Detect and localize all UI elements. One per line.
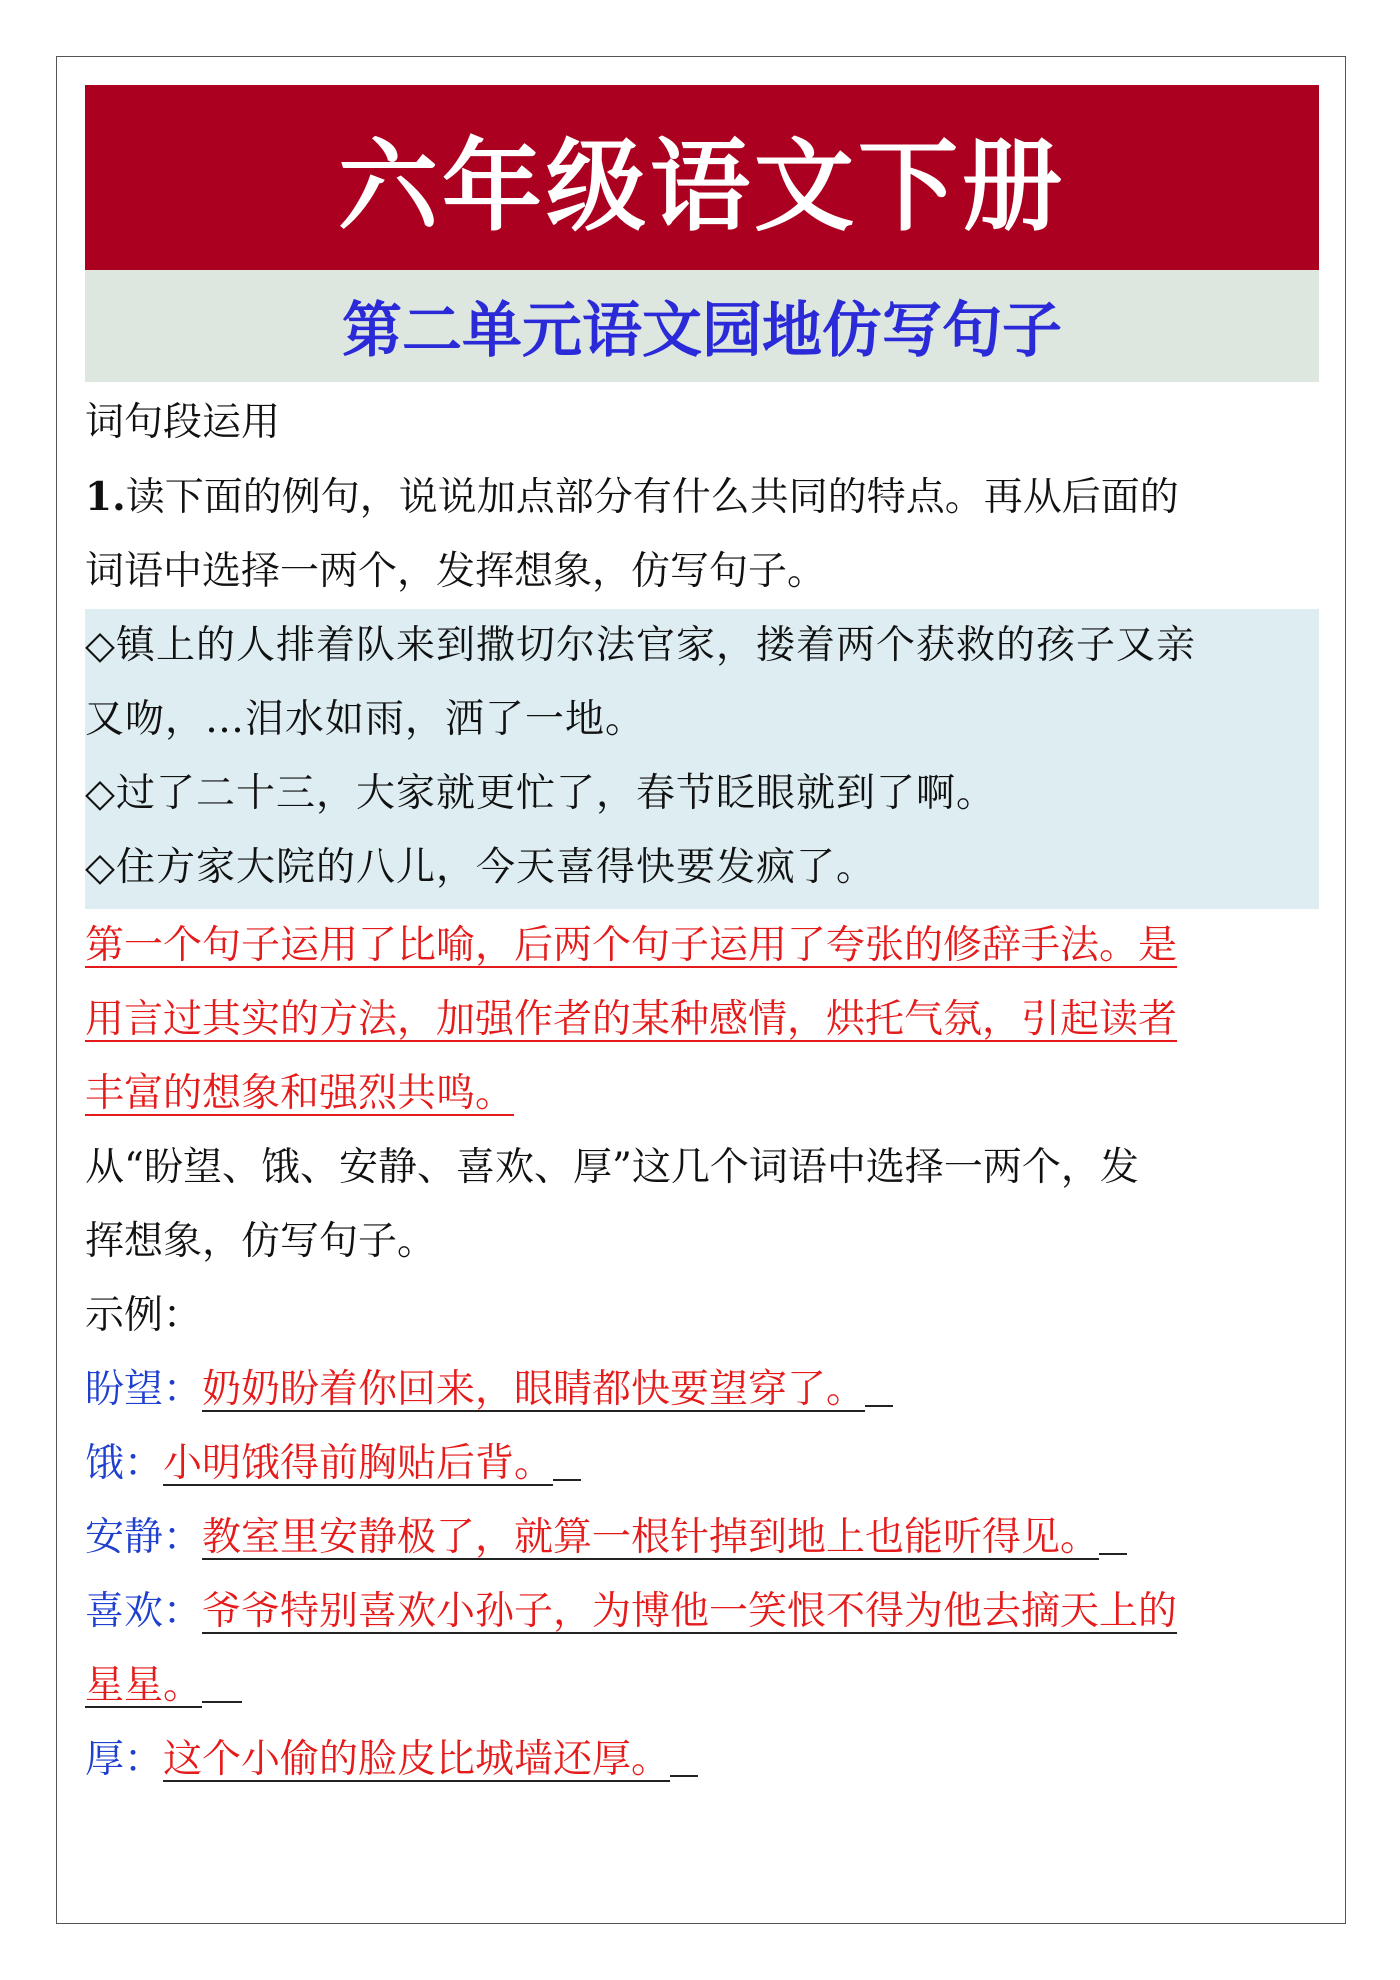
question-1-line-2: 词语中选择一两个，发挥想象，仿写句子。 — [85, 549, 827, 594]
sample-row — [85, 1575, 1319, 1649]
sample-sentence: 爷爷特别喜欢小孙子，为博他一笑恨不得为他去摘天上的 — [202, 1589, 1178, 1634]
sample-label: 示例： — [85, 1293, 203, 1338]
sample-sentence: 星星。 — [85, 1663, 203, 1708]
example-line: ◇过了二十三，大家就更忙了，春节眨眼就到了啊。 — [85, 771, 996, 816]
sample-sentence: 教室里安静极了，就算一根针掉到地上也能听得见。 — [202, 1515, 1100, 1560]
analysis-text: 用言过其实的方法，加强作者的某种感情，烘托气氛，引起读者 — [85, 997, 1178, 1042]
subtitle-banner — [85, 270, 1319, 382]
example-line: 又吻，…泪水如雨，洒了一地。 — [85, 697, 646, 742]
analysis-text: 第一个句子运用了比喻，后两个句子运用了夸张的修辞手法。是 — [85, 923, 1178, 968]
analysis-line — [85, 909, 1319, 983]
example-line: ◇住方家大院的八儿，今天喜得快要发疯了。 — [85, 845, 876, 890]
sample-word: 安静： — [85, 1515, 203, 1560]
sample-row — [85, 1427, 1319, 1501]
sample-sentence: 奶奶盼着你回来，眼睛都快要望穿了。 — [202, 1367, 866, 1412]
sample-word: 盼望： — [85, 1367, 203, 1412]
question-1-line-1 — [85, 460, 1319, 535]
instruction-line-1: 从“盼望、饿、安静、喜欢、厚”这几个词语中选择一两个，发 — [85, 1145, 1139, 1190]
answer-underline — [202, 1649, 242, 1703]
analysis-line — [85, 983, 1319, 1057]
analysis-text: 丰富的想象和强烈共鸣。 — [85, 1071, 515, 1116]
analysis-line — [85, 1057, 1319, 1131]
example-line: ◇镇上的人排着队来到撒切尔法官家，搂着两个获救的孩子又亲 — [85, 623, 1196, 668]
answer-underline — [670, 1723, 698, 1777]
answer-underline — [553, 1427, 581, 1481]
instruction-line-2: 挥想象，仿写句子。 — [85, 1219, 437, 1264]
answer-underline — [1099, 1501, 1127, 1555]
question-number: 1. — [85, 474, 126, 520]
sample-row — [85, 1723, 1319, 1797]
sample-word: 饿： — [85, 1441, 164, 1486]
worksheet — [85, 85, 1319, 1797]
section-heading: 词句段运用 — [85, 400, 281, 445]
sample-word: 喜欢： — [85, 1589, 203, 1634]
sample-sentence: 这个小偷的脸皮比城墙还厚。 — [163, 1737, 671, 1782]
sample-word: 厚： — [85, 1737, 164, 1782]
sample-row-continued — [85, 1649, 1319, 1723]
page-subtitle: 第二单元语文园地仿写句子 — [342, 296, 1062, 366]
answer-underline — [865, 1353, 893, 1407]
sample-row — [85, 1501, 1319, 1575]
sample-sentence: 小明饿得前胸贴后背。 — [163, 1441, 554, 1486]
title-banner — [85, 85, 1319, 270]
sample-row — [85, 1353, 1319, 1427]
example-sentences-box — [85, 609, 1319, 909]
question-text: 读下面的例句，说说加点部分有什么共同的特点。再从后面的 — [125, 475, 1179, 520]
page-title: 六年级语文下册 — [338, 126, 1066, 245]
